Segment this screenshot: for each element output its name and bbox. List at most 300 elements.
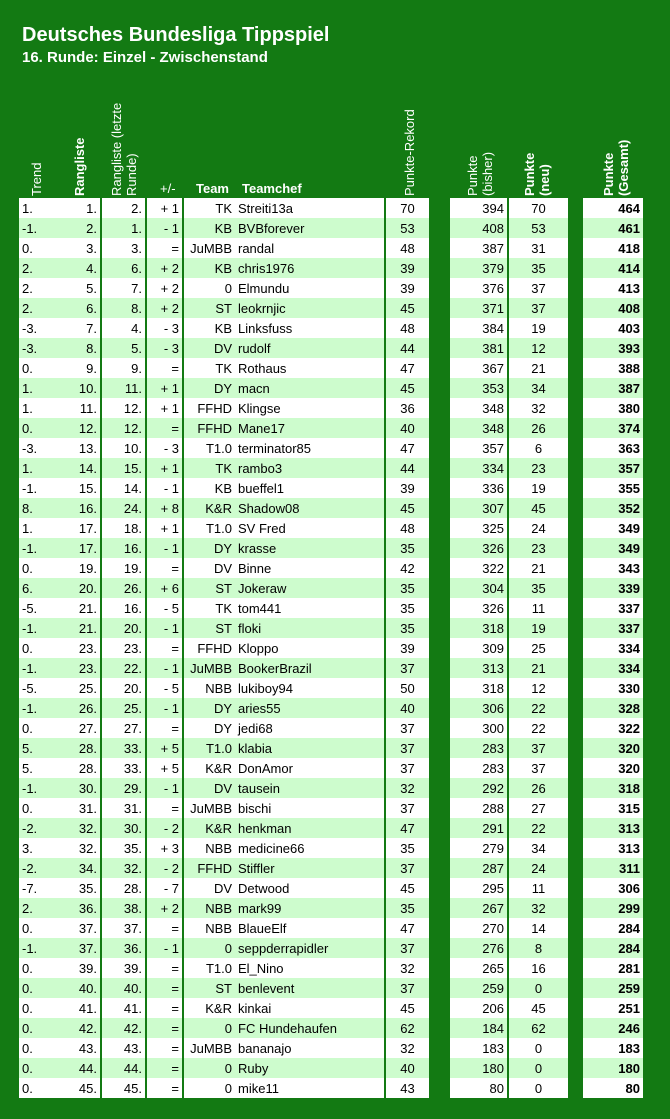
cell-rang: 41. xyxy=(56,998,101,1018)
cell-rang-letzte: 41. xyxy=(101,998,146,1018)
cell-punkte-gesamt: 464 xyxy=(583,198,643,218)
column-gap xyxy=(568,238,583,258)
column-gap xyxy=(568,578,583,598)
table-row xyxy=(19,598,643,618)
cell-team: K&R xyxy=(183,818,235,838)
table-row xyxy=(19,658,643,678)
cell-rang: 2. xyxy=(56,218,101,238)
cell-plusminus: = xyxy=(146,418,183,438)
cell-punkte-rekord: 32 xyxy=(385,778,430,798)
header-punkte-rekord: Punkte-Rekord xyxy=(402,109,417,196)
column-gap xyxy=(568,1038,583,1058)
cell-team: ST xyxy=(183,298,235,318)
cell-teamchef: kinkai xyxy=(235,998,385,1018)
cell-plusminus: + 2 xyxy=(146,258,183,278)
cell-punkte-gesamt: 318 xyxy=(583,778,643,798)
cell-team: NBB xyxy=(183,898,235,918)
cell-punkte-gesamt: 363 xyxy=(583,438,643,458)
cell-team: T1.0 xyxy=(183,518,235,538)
column-gap xyxy=(568,558,583,578)
cell-punkte-neu: 22 xyxy=(508,698,568,718)
table-row xyxy=(19,258,643,278)
cell-punkte-neu: 37 xyxy=(508,298,568,318)
cell-team: DY xyxy=(183,698,235,718)
cell-punkte-neu: 11 xyxy=(508,878,568,898)
table-row xyxy=(19,858,643,878)
cell-rang: 17. xyxy=(56,518,101,538)
cell-punkte-neu: 21 xyxy=(508,658,568,678)
cell-trend: 1. xyxy=(19,198,56,218)
cell-punkte-neu: 32 xyxy=(508,398,568,418)
cell-rang-letzte: 15. xyxy=(101,458,146,478)
cell-punkte-neu: 22 xyxy=(508,718,568,738)
cell-punkte-bisher: 336 xyxy=(450,478,508,498)
table-row xyxy=(19,578,643,598)
cell-rang: 27. xyxy=(56,718,101,738)
cell-team: DV xyxy=(183,558,235,578)
cell-punkte-gesamt: 414 xyxy=(583,258,643,278)
cell-punkte-rekord: 37 xyxy=(385,658,430,678)
column-gap xyxy=(430,1078,450,1098)
cell-trend: -1. xyxy=(19,698,56,718)
cell-teamchef: bananajo xyxy=(235,1038,385,1058)
cell-teamchef: Shadow08 xyxy=(235,498,385,518)
cell-plusminus: = xyxy=(146,1078,183,1098)
cell-punkte-bisher: 394 xyxy=(450,198,508,218)
table-row xyxy=(19,278,643,298)
cell-rang-letzte: 40. xyxy=(101,978,146,998)
cell-punkte-rekord: 37 xyxy=(385,978,430,998)
cell-rang-letzte: 2. xyxy=(101,198,146,218)
cell-rang-letzte: 30. xyxy=(101,818,146,838)
cell-teamchef: krasse xyxy=(235,538,385,558)
cell-rang-letzte: 11. xyxy=(101,378,146,398)
cell-rang: 10. xyxy=(56,378,101,398)
cell-punkte-rekord: 35 xyxy=(385,618,430,638)
cell-punkte-gesamt: 334 xyxy=(583,658,643,678)
table-row xyxy=(19,1038,643,1058)
table-row xyxy=(19,698,643,718)
cell-teamchef: lukiboy94 xyxy=(235,678,385,698)
cell-punkte-rekord: 37 xyxy=(385,858,430,878)
column-gap xyxy=(568,278,583,298)
cell-punkte-neu: 45 xyxy=(508,498,568,518)
column-gap xyxy=(430,258,450,278)
cell-plusminus: + 5 xyxy=(146,758,183,778)
cell-punkte-neu: 12 xyxy=(508,338,568,358)
column-gap xyxy=(568,458,583,478)
cell-rang: 32. xyxy=(56,838,101,858)
table-row xyxy=(19,1058,643,1078)
cell-teamchef: klabia xyxy=(235,738,385,758)
cell-teamchef: terminator85 xyxy=(235,438,385,458)
cell-team: 0 xyxy=(183,1018,235,1038)
cell-rang: 37. xyxy=(56,918,101,938)
header-rangliste-letzte: Rangliste (letzte Runde) xyxy=(109,102,139,196)
cell-trend: 8. xyxy=(19,498,56,518)
cell-punkte-bisher: 322 xyxy=(450,558,508,578)
column-gap xyxy=(568,678,583,698)
cell-rang-letzte: 27. xyxy=(101,718,146,738)
column-gap xyxy=(568,898,583,918)
cell-team: DV xyxy=(183,878,235,898)
table-row xyxy=(19,358,643,378)
cell-trend: -1. xyxy=(19,938,56,958)
cell-trend: 0. xyxy=(19,638,56,658)
cell-rang-letzte: 35. xyxy=(101,838,146,858)
cell-punkte-bisher: 265 xyxy=(450,958,508,978)
cell-plusminus: + 2 xyxy=(146,278,183,298)
cell-punkte-gesamt: 387 xyxy=(583,378,643,398)
table-row xyxy=(19,758,643,778)
column-gap xyxy=(430,778,450,798)
cell-punkte-bisher: 367 xyxy=(450,358,508,378)
cell-rang-letzte: 19. xyxy=(101,558,146,578)
cell-teamchef: Binne xyxy=(235,558,385,578)
table-row xyxy=(19,398,643,418)
cell-punkte-bisher: 283 xyxy=(450,738,508,758)
cell-punkte-neu: 12 xyxy=(508,678,568,698)
cell-punkte-bisher: 267 xyxy=(450,898,508,918)
cell-punkte-gesamt: 328 xyxy=(583,698,643,718)
cell-punkte-neu: 24 xyxy=(508,518,568,538)
cell-punkte-gesamt: 284 xyxy=(583,918,643,938)
cell-plusminus: + 5 xyxy=(146,738,183,758)
cell-rang-letzte: 26. xyxy=(101,578,146,598)
cell-punkte-bisher: 384 xyxy=(450,318,508,338)
column-gap xyxy=(568,438,583,458)
column-gap xyxy=(430,298,450,318)
cell-punkte-neu: 23 xyxy=(508,538,568,558)
cell-punkte-rekord: 32 xyxy=(385,958,430,978)
cell-team: FFHD xyxy=(183,638,235,658)
cell-trend: 0. xyxy=(19,978,56,998)
cell-trend: 0. xyxy=(19,918,56,938)
cell-trend: 1. xyxy=(19,378,56,398)
cell-trend: 0. xyxy=(19,1018,56,1038)
cell-plusminus: - 1 xyxy=(146,218,183,238)
column-gap xyxy=(568,338,583,358)
column-gap xyxy=(430,198,450,218)
cell-trend: -1. xyxy=(19,218,56,238)
table-row xyxy=(19,198,643,218)
column-gap xyxy=(430,678,450,698)
cell-trend: -3. xyxy=(19,338,56,358)
column-gap xyxy=(568,1058,583,1078)
cell-punkte-bisher: 279 xyxy=(450,838,508,858)
cell-rang-letzte: 45. xyxy=(101,1078,146,1098)
column-gap xyxy=(430,318,450,338)
cell-punkte-gesamt: 339 xyxy=(583,578,643,598)
cell-plusminus: + 2 xyxy=(146,298,183,318)
cell-team: TK xyxy=(183,358,235,378)
cell-team: JuMBB xyxy=(183,238,235,258)
cell-punkte-neu: 53 xyxy=(508,218,568,238)
cell-rang: 23. xyxy=(56,658,101,678)
cell-trend: 5. xyxy=(19,758,56,778)
cell-punkte-gesamt: 334 xyxy=(583,638,643,658)
column-gap xyxy=(568,418,583,438)
cell-team: ST xyxy=(183,578,235,598)
cell-punkte-neu: 34 xyxy=(508,378,568,398)
table-row xyxy=(19,838,643,858)
cell-rang: 28. xyxy=(56,758,101,778)
column-gap xyxy=(568,738,583,758)
cell-plusminus: = xyxy=(146,1018,183,1038)
table-row xyxy=(19,978,643,998)
column-gap xyxy=(430,818,450,838)
table-row xyxy=(19,338,643,358)
column-gap xyxy=(430,638,450,658)
cell-punkte-gesamt: 330 xyxy=(583,678,643,698)
column-gap xyxy=(430,1018,450,1038)
column-gap xyxy=(430,1038,450,1058)
column-gap xyxy=(430,618,450,638)
cell-punkte-rekord: 35 xyxy=(385,598,430,618)
cell-punkte-gesamt: 357 xyxy=(583,458,643,478)
cell-punkte-rekord: 47 xyxy=(385,358,430,378)
cell-rang: 26. xyxy=(56,698,101,718)
column-gap xyxy=(568,818,583,838)
cell-rang: 6. xyxy=(56,298,101,318)
cell-punkte-neu: 37 xyxy=(508,278,568,298)
cell-team: TK xyxy=(183,458,235,478)
cell-punkte-neu: 25 xyxy=(508,638,568,658)
cell-teamchef: FC Hundehaufen xyxy=(235,1018,385,1038)
cell-punkte-gesamt: 343 xyxy=(583,558,643,578)
cell-trend: 3. xyxy=(19,838,56,858)
cell-punkte-rekord: 45 xyxy=(385,878,430,898)
column-gap xyxy=(568,918,583,938)
column-gap xyxy=(568,698,583,718)
cell-rang: 35. xyxy=(56,878,101,898)
cell-teamchef: tom441 xyxy=(235,598,385,618)
cell-punkte-neu: 19 xyxy=(508,478,568,498)
cell-punkte-bisher: 304 xyxy=(450,578,508,598)
cell-teamchef: Rothaus xyxy=(235,358,385,378)
column-gap xyxy=(568,798,583,818)
cell-team: TK xyxy=(183,598,235,618)
cell-punkte-rekord: 44 xyxy=(385,338,430,358)
cell-team: DV xyxy=(183,778,235,798)
cell-plusminus: - 5 xyxy=(146,678,183,698)
column-gap xyxy=(430,558,450,578)
cell-punkte-bisher: 348 xyxy=(450,418,508,438)
cell-rang: 30. xyxy=(56,778,101,798)
cell-teamchef: jedi68 xyxy=(235,718,385,738)
cell-punkte-rekord: 42 xyxy=(385,558,430,578)
table-row xyxy=(19,1018,643,1038)
cell-teamchef: DonAmor xyxy=(235,758,385,778)
cell-punkte-neu: 21 xyxy=(508,558,568,578)
cell-punkte-bisher: 387 xyxy=(450,238,508,258)
cell-team: FFHD xyxy=(183,398,235,418)
cell-punkte-neu: 6 xyxy=(508,438,568,458)
cell-teamchef: Klingse xyxy=(235,398,385,418)
column-gap xyxy=(430,578,450,598)
cell-rang: 12. xyxy=(56,418,101,438)
cell-punkte-bisher: 325 xyxy=(450,518,508,538)
cell-punkte-bisher: 318 xyxy=(450,678,508,698)
column-gap xyxy=(568,298,583,318)
cell-team: K&R xyxy=(183,998,235,1018)
column-gap xyxy=(430,418,450,438)
cell-punkte-bisher: 287 xyxy=(450,858,508,878)
cell-trend: 0. xyxy=(19,1058,56,1078)
cell-team: 0 xyxy=(183,278,235,298)
cell-rang: 44. xyxy=(56,1058,101,1078)
cell-teamchef: Ruby xyxy=(235,1058,385,1078)
cell-punkte-bisher: 326 xyxy=(450,538,508,558)
cell-punkte-bisher: 309 xyxy=(450,638,508,658)
cell-rang: 21. xyxy=(56,618,101,638)
cell-rang-letzte: 39. xyxy=(101,958,146,978)
cell-teamchef: bueffel1 xyxy=(235,478,385,498)
cell-plusminus: = xyxy=(146,558,183,578)
cell-punkte-bisher: 348 xyxy=(450,398,508,418)
header-rangliste: Rangliste xyxy=(72,137,87,196)
column-gap xyxy=(568,978,583,998)
cell-trend: 2. xyxy=(19,278,56,298)
cell-rang-letzte: 8. xyxy=(101,298,146,318)
cell-trend: -3. xyxy=(19,438,56,458)
column-gap xyxy=(430,798,450,818)
cell-team: KB xyxy=(183,258,235,278)
cell-punkte-gesamt: 374 xyxy=(583,418,643,438)
cell-teamchef: mike11 xyxy=(235,1078,385,1098)
cell-punkte-gesamt: 183 xyxy=(583,1038,643,1058)
cell-rang: 34. xyxy=(56,858,101,878)
cell-trend: 0. xyxy=(19,238,56,258)
cell-plusminus: + 1 xyxy=(146,398,183,418)
cell-rang: 25. xyxy=(56,678,101,698)
cell-rang: 31. xyxy=(56,798,101,818)
cell-rang-letzte: 37. xyxy=(101,918,146,938)
table-row xyxy=(19,378,643,398)
cell-punkte-rekord: 62 xyxy=(385,1018,430,1038)
header-teamchef: Teamchef xyxy=(242,181,302,196)
column-gap xyxy=(568,398,583,418)
column-gap xyxy=(430,398,450,418)
cell-punkte-bisher: 381 xyxy=(450,338,508,358)
column-gap xyxy=(568,318,583,338)
cell-teamchef: BlaueElf xyxy=(235,918,385,938)
cell-plusminus: = xyxy=(146,998,183,1018)
cell-rang: 1. xyxy=(56,198,101,218)
cell-punkte-gesamt: 403 xyxy=(583,318,643,338)
column-gap xyxy=(430,478,450,498)
cell-rang-letzte: 29. xyxy=(101,778,146,798)
header-team: Team xyxy=(196,181,229,196)
table-row xyxy=(19,438,643,458)
cell-punkte-rekord: 39 xyxy=(385,478,430,498)
cell-trend: -1. xyxy=(19,778,56,798)
cell-rang: 39. xyxy=(56,958,101,978)
column-gap xyxy=(430,918,450,938)
column-gap xyxy=(430,498,450,518)
cell-plusminus: + 8 xyxy=(146,498,183,518)
cell-punkte-bisher: 334 xyxy=(450,458,508,478)
cell-rang-letzte: 16. xyxy=(101,598,146,618)
cell-plusminus: = xyxy=(146,1038,183,1058)
cell-team: DY xyxy=(183,538,235,558)
column-gap xyxy=(430,378,450,398)
column-gap xyxy=(430,438,450,458)
cell-rang-letzte: 42. xyxy=(101,1018,146,1038)
cell-rang-letzte: 7. xyxy=(101,278,146,298)
cell-team: ST xyxy=(183,978,235,998)
cell-punkte-neu: 35 xyxy=(508,258,568,278)
cell-punkte-neu: 37 xyxy=(508,738,568,758)
cell-punkte-bisher: 300 xyxy=(450,718,508,738)
cell-rang-letzte: 1. xyxy=(101,218,146,238)
cell-trend: 0. xyxy=(19,1078,56,1098)
cell-punkte-rekord: 43 xyxy=(385,1078,430,1098)
cell-rang-letzte: 5. xyxy=(101,338,146,358)
cell-punkte-rekord: 40 xyxy=(385,1058,430,1078)
table-row xyxy=(19,558,643,578)
column-gap xyxy=(430,698,450,718)
cell-plusminus: = xyxy=(146,978,183,998)
cell-rang: 40. xyxy=(56,978,101,998)
column-gap xyxy=(568,598,583,618)
cell-team: KB xyxy=(183,318,235,338)
cell-trend: -2. xyxy=(19,818,56,838)
table-row xyxy=(19,538,643,558)
column-gap xyxy=(568,878,583,898)
cell-punkte-rekord: 35 xyxy=(385,538,430,558)
cell-punkte-rekord: 45 xyxy=(385,498,430,518)
cell-punkte-neu: 14 xyxy=(508,918,568,938)
cell-punkte-bisher: 276 xyxy=(450,938,508,958)
column-gap xyxy=(430,998,450,1018)
table-row xyxy=(19,238,643,258)
cell-plusminus: + 6 xyxy=(146,578,183,598)
cell-teamchef: floki xyxy=(235,618,385,638)
table-row xyxy=(19,738,643,758)
cell-plusminus: = xyxy=(146,638,183,658)
cell-rang-letzte: 9. xyxy=(101,358,146,378)
cell-rang: 32. xyxy=(56,818,101,838)
cell-punkte-gesamt: 299 xyxy=(583,898,643,918)
cell-punkte-rekord: 39 xyxy=(385,278,430,298)
cell-rang-letzte: 28. xyxy=(101,878,146,898)
cell-punkte-gesamt: 284 xyxy=(583,938,643,958)
cell-punkte-gesamt: 315 xyxy=(583,798,643,818)
cell-trend: 2. xyxy=(19,898,56,918)
cell-punkte-bisher: 183 xyxy=(450,1038,508,1058)
cell-punkte-bisher: 353 xyxy=(450,378,508,398)
cell-teamchef: Elmundu xyxy=(235,278,385,298)
table-row xyxy=(19,998,643,1018)
cell-punkte-bisher: 318 xyxy=(450,618,508,638)
cell-punkte-bisher: 357 xyxy=(450,438,508,458)
cell-rang: 15. xyxy=(56,478,101,498)
cell-team: 0 xyxy=(183,1058,235,1078)
header-punkte-bisher: Punkte (bisher) xyxy=(465,151,495,196)
table-row xyxy=(19,498,643,518)
cell-trend: -1. xyxy=(19,538,56,558)
cell-trend: 2. xyxy=(19,258,56,278)
cell-rang: 17. xyxy=(56,538,101,558)
column-gap xyxy=(430,938,450,958)
cell-punkte-rekord: 32 xyxy=(385,1038,430,1058)
cell-punkte-rekord: 36 xyxy=(385,398,430,418)
cell-punkte-neu: 62 xyxy=(508,1018,568,1038)
cell-teamchef: tausein xyxy=(235,778,385,798)
cell-trend: -1. xyxy=(19,478,56,498)
table-row xyxy=(19,318,643,338)
